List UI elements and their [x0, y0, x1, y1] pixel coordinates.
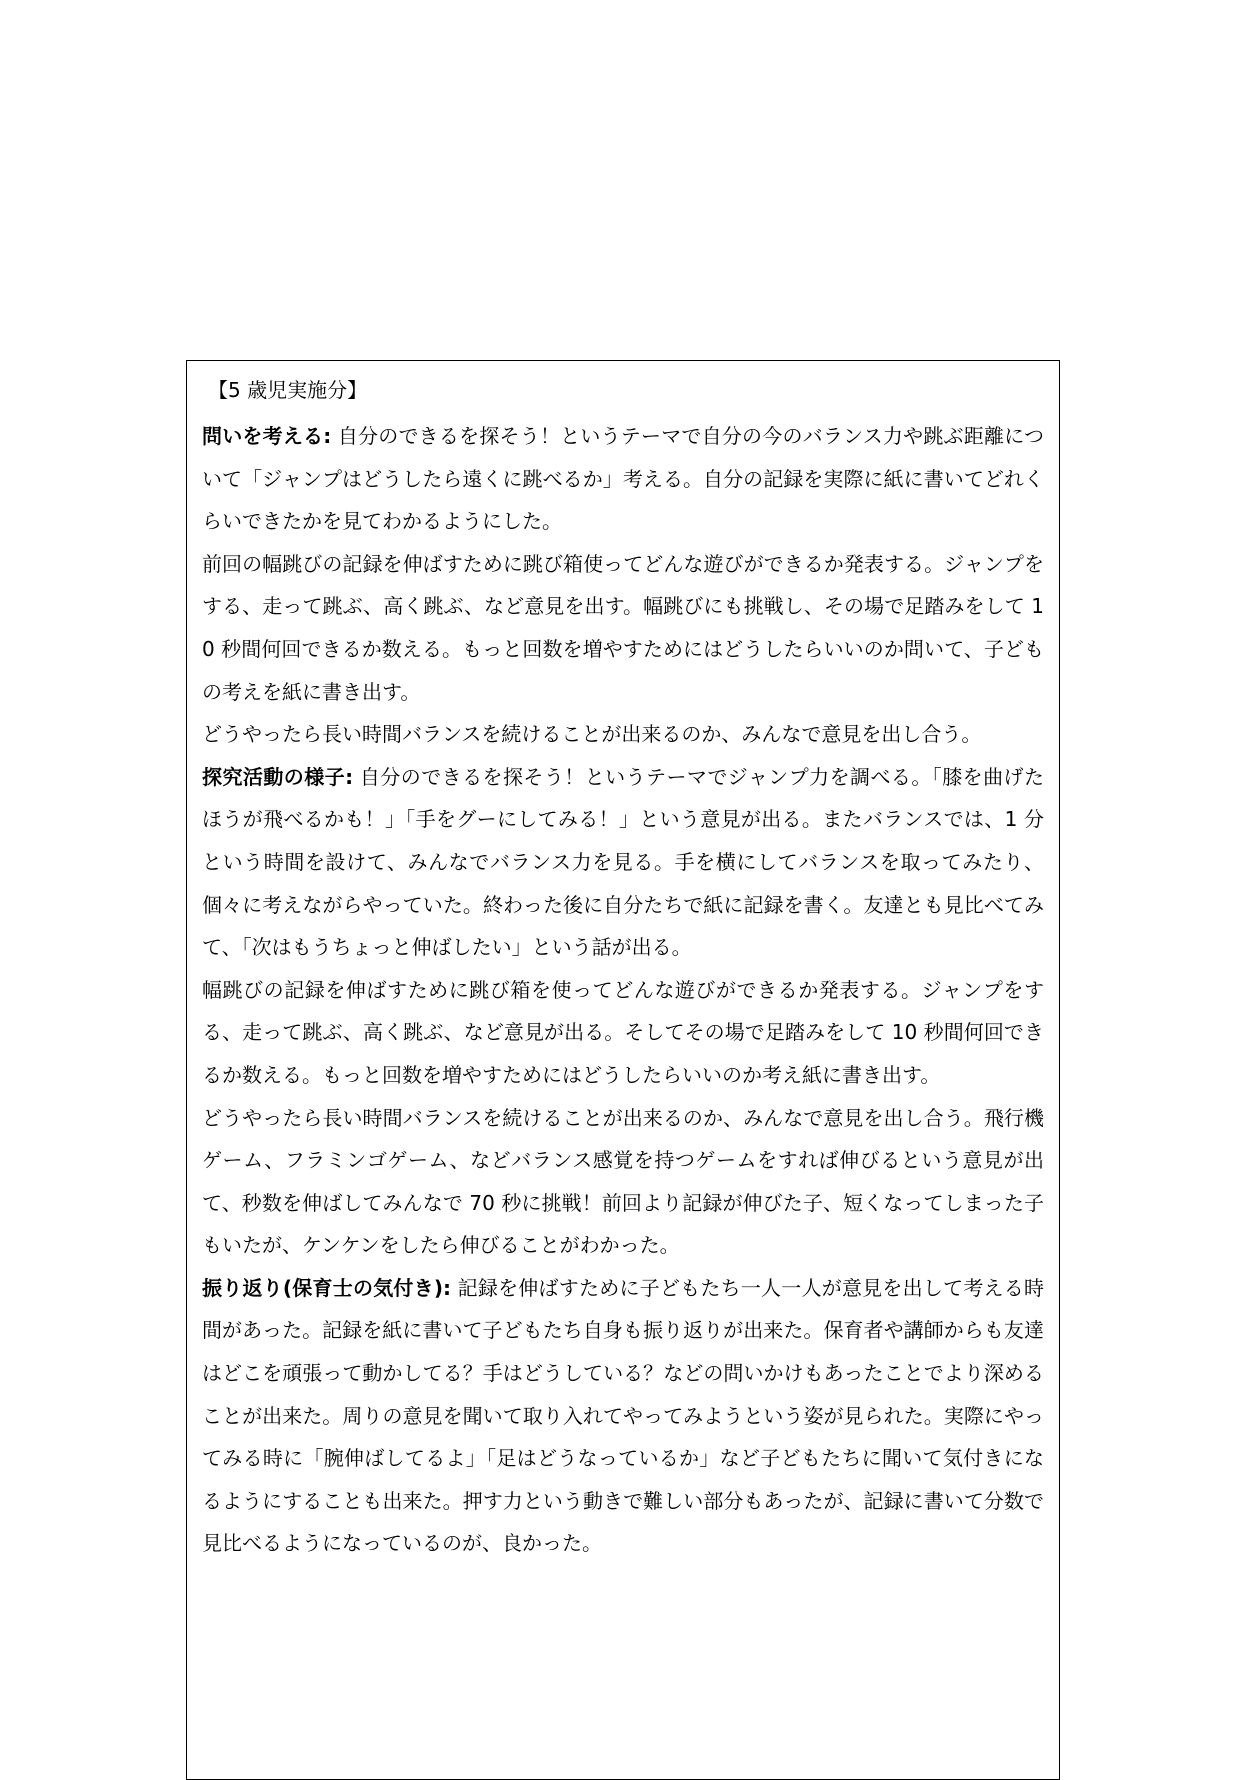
paragraph-text: どうやったら長い時間バランスを続けることが出来るのか、みんなで意見を出し合う。	[202, 722, 982, 747]
paragraph-lead: 振り返り(保育士の気付き):	[202, 1275, 452, 1300]
section-title: 【5 歳児実施分】	[208, 378, 368, 402]
paragraph-balance-plan	[202, 713, 1044, 756]
paragraph-reflection	[202, 1267, 1044, 1565]
paragraph-text: 自分のできるを探そう！というテーマで自分の今のバランス力や跳ぶ距離について「ジャンプはどうしたら遠くに跳べるか」考える。自分の記録を実際に紙に書いてどれくらいできたかを見てわかるようにした。	[202, 424, 1044, 534]
paragraph-text: 自分のできるを探そう！というテーマでジャンプ力を調べる。「膝を曲げたほうが飛べるかも！」「手をグーにしてみる！」という意見が出る。またバランスでは、1 分という時間を設けて、みんなでバランス力を見る。手を横にしてバランスを取ってみたり、個々に考えながらやっていた。終わった後に自分たちで紙に記録を書く。友達とも見比べてみて、「次はもうちょっと伸ばしたい」という話が出る。	[202, 764, 1044, 960]
paragraph-balance-activity	[202, 1097, 1044, 1267]
paragraph-long-jump-plan	[202, 543, 1044, 713]
paragraph-questions	[202, 415, 1044, 543]
paragraph-lead: 探究活動の様子:	[202, 764, 354, 789]
paragraph-text: どうやったら長い時間バランスを続けることが出来るのか、みんなで意見を出し合う。飛行機ゲーム、フラミンゴゲーム、などバランス感覚を持つゲームをすれば伸びるという意見が出て、秒数を伸ばしてみんなで 70 秒に挑戦！前回より記録が伸びた子、短くなってしまった子もいたが、ケンケンをしたら伸びることがわかった。	[202, 1105, 1044, 1258]
content-frame	[186, 360, 1060, 1780]
paragraph-lead: 問いを考える:	[202, 424, 332, 448]
paragraph-text: 前回の幅跳びの記録を伸ばすために跳び箱使ってどんな遊びができるか発表する。ジャンプをする、走って跳ぶ、高く跳ぶ、など意見を出す。幅跳びにも挑戦し、その場で足踏みをして 10 秒間何回できるか数える。もっと回数を増やすためにはどうしたらいいのか問いて、子どもの考えを紙に書き出す。	[202, 551, 1044, 704]
paragraph-text: 幅跳びの記録を伸ばすために跳び箱を使ってどんな遊びができるか発表する。ジャンプをする、走って跳ぶ、高く跳ぶ、など意見が出る。そしてその場で足踏みをして 10 秒間何回できるか数える。もっと回数を増やすためにはどうしたらいいのか考え紙に書き出す。	[202, 977, 1044, 1087]
paragraph-text: 記録を伸ばすために子どもたち一人一人が意見を出して考える時間があった。記録を紙に書いて子どもたち自身も振り返りが出来た。保育者や講師からも友達はどこを頑張って動かしてる？手はどうしている？などの問いかけもあったことでより深めることが出来た。周りの意見を聞いて取り入れてやってみようという姿が見られた。実際にやってみる時に「腕伸ばしてるよ」「足はどうなっているか」など子どもたちに聞いて気付きになるようにすることも出来た。押す力という動きで難しい部分もあったが、記録に書いて分数で見比べるようになっているのが、良かった。	[202, 1275, 1045, 1556]
paragraph-long-jump-activity	[202, 969, 1044, 1097]
paragraph-activity	[202, 756, 1044, 969]
